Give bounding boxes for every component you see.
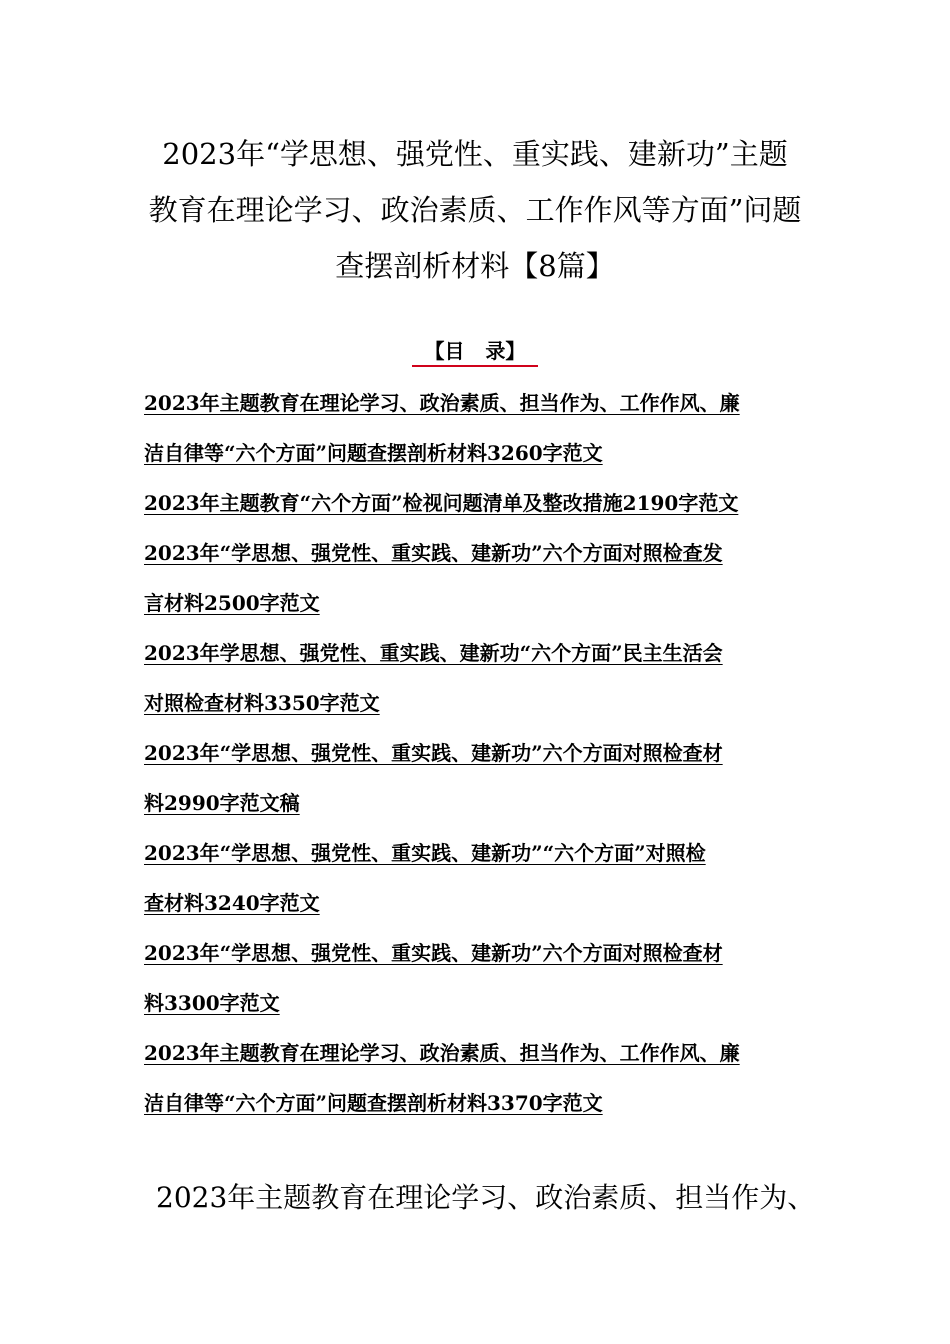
toc-link-8[interactable] (144, 1028, 824, 1128)
toc-link-line: 料3300字范文 (144, 991, 280, 1015)
toc-link-4[interactable] (144, 628, 824, 728)
toc-link-line: 2023年“学思想、强党性、重实践、建新功”六个方面对照检查发 (144, 541, 723, 565)
document-title-line: 查摆剖析材料【8篇】 (335, 249, 615, 283)
toc-link-line: 查材料3240字范文 (144, 891, 320, 915)
toc-link-6[interactable] (144, 828, 824, 928)
document-title (120, 126, 830, 294)
toc-link-line: 洁自律等“六个方面”问题查摆剖析材料3260字范文 (144, 441, 603, 465)
toc-heading: 【目 录】 (424, 339, 526, 363)
toc-link-line: 2023年“学思想、强党性、重实践、建新功”六个方面对照检查材 (144, 741, 723, 765)
toc-heading-underline (412, 365, 538, 367)
document-title-line: 2023年“学思想、强党性、重实践、建新功”主题 (162, 137, 788, 171)
toc-link-line: 对照检查材料3350字范文 (144, 691, 380, 715)
table-of-contents (144, 378, 824, 1128)
toc-link-5[interactable] (144, 728, 824, 828)
toc-link-line: 言材料2500字范文 (144, 591, 320, 615)
toc-link-line: 2023年“学思想、强党性、重实践、建新功”“六个方面”对照检 (144, 841, 706, 865)
toc-link-2[interactable] (144, 478, 824, 528)
toc-link-line: 2023年主题教育在理论学习、政治素质、担当作为、工作作风、廉 (144, 391, 740, 415)
toc-link-line: 2023年“学思想、强党性、重实践、建新功”六个方面对照检查材 (144, 941, 723, 965)
toc-link-1[interactable] (144, 378, 824, 478)
toc-link-line: 洁自律等“六个方面”问题查摆剖析材料3370字范文 (144, 1091, 603, 1115)
toc-link-line: 2023年主题教育在理论学习、政治素质、担当作为、工作作风、廉 (144, 1041, 740, 1065)
toc-link-line: 2023年主题教育“六个方面”检视问题清单及整改措施2190字范文 (144, 491, 739, 515)
section-heading: 2023年主题教育在理论学习、政治素质、担当作为、 (156, 1181, 816, 1214)
document-title-line: 教育在理论学习、政治素质、工作作风等方面”问题 (148, 193, 802, 227)
toc-link-3[interactable] (144, 528, 824, 628)
toc-link-7[interactable] (144, 928, 824, 1028)
toc-link-line: 2023年学思想、强党性、重实践、建新功“六个方面”民主生活会 (144, 641, 723, 665)
toc-link-line: 料2990字范文稿 (144, 791, 300, 815)
